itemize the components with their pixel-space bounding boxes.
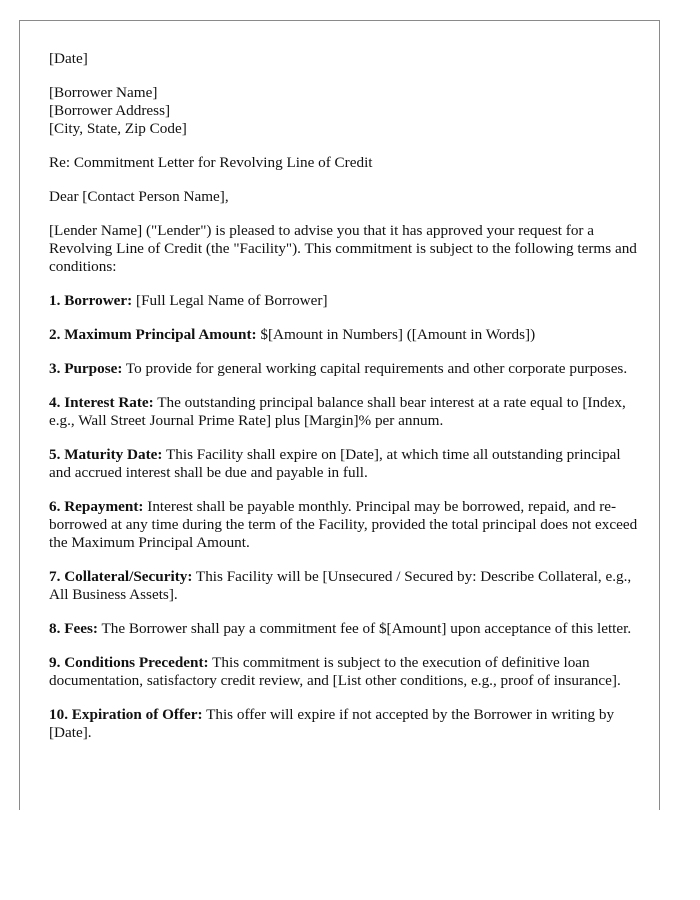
- subject-line: Re: Commitment Letter for Revolving Line of Credit: [49, 154, 373, 171]
- term-label: 4. Interest Rate:: [49, 394, 154, 411]
- term-maturity-date: [49, 446, 639, 482]
- term-collateral-security: [49, 568, 639, 604]
- recipient-name: [Borrower Name]: [49, 84, 158, 101]
- term-label: 2. Maximum Principal Amount:: [49, 326, 257, 343]
- term-maximum-principal-amount: [49, 326, 639, 344]
- term-label: 6. Repayment:: [49, 498, 144, 515]
- intro-paragraph: [Lender Name] ("Lender") is pleased to advise you that it has approved your request for a Revolving Line of Credit (the "Facility"). This commitment is subject to the following terms and conditions:: [49, 222, 637, 275]
- term-text: [Full Legal Name of Borrower]: [132, 292, 328, 309]
- term-label: 10. Expiration of Offer:: [49, 706, 203, 723]
- term-text: Interest shall be payable monthly. Principal may be borrowed, repaid, and re-borrowed at any time during the term of the Facility, provided the total principal does not exceed the Maximum Principal Amount.: [49, 498, 638, 551]
- recipient-block: [49, 84, 639, 138]
- letter-content: [49, 50, 639, 758]
- term-fees: [49, 620, 639, 638]
- term-label: 9. Conditions Precedent:: [49, 654, 209, 671]
- term-label: 3. Purpose:: [49, 360, 123, 377]
- letter-page: [19, 20, 660, 810]
- recipient-address: [Borrower Address]: [49, 102, 171, 119]
- term-repayment: [49, 498, 639, 552]
- term-text: This commitment is subject to the execution of definitive loan documentation, satisfactory credit review, and [List other conditions, e.g., proof of insurance].: [49, 654, 621, 689]
- term-label: 7. Collateral/Security:: [49, 568, 193, 585]
- term-label: 8. Fees:: [49, 620, 98, 637]
- term-borrower: [49, 292, 639, 310]
- letter-date: [Date]: [49, 50, 88, 67]
- term-text: This Facility will be [Unsecured / Secured by: Describe Collateral, e.g., All Business Assets].: [49, 568, 632, 603]
- term-text: The outstanding principal balance shall bear interest at a rate equal to [Index, e.g., Wall Street Journal Prime Rate] plus [Margin]% per annum.: [49, 394, 626, 429]
- term-text: This Facility shall expire on [Date], at which time all outstanding principal and accrued interest shall be due and payable in full.: [49, 446, 621, 481]
- term-purpose: [49, 360, 639, 378]
- term-expiration-of-offer: [49, 706, 639, 742]
- recipient-city-state-zip: [City, State, Zip Code]: [49, 120, 187, 137]
- term-label: 5. Maturity Date:: [49, 446, 163, 463]
- salutation: Dear [Contact Person Name],: [49, 188, 229, 205]
- term-text: $[Amount in Numbers] ([Amount in Words]): [256, 326, 536, 343]
- term-text: To provide for general working capital requirements and other corporate purposes.: [122, 360, 628, 377]
- term-label: 1. Borrower:: [49, 292, 133, 309]
- term-text: The Borrower shall pay a commitment fee of $[Amount] upon acceptance of this letter.: [97, 620, 632, 637]
- term-text: This offer will expire if not accepted by the Borrower in writing by [Date].: [49, 706, 615, 741]
- term-interest-rate: [49, 394, 639, 430]
- term-conditions-precedent: [49, 654, 639, 690]
